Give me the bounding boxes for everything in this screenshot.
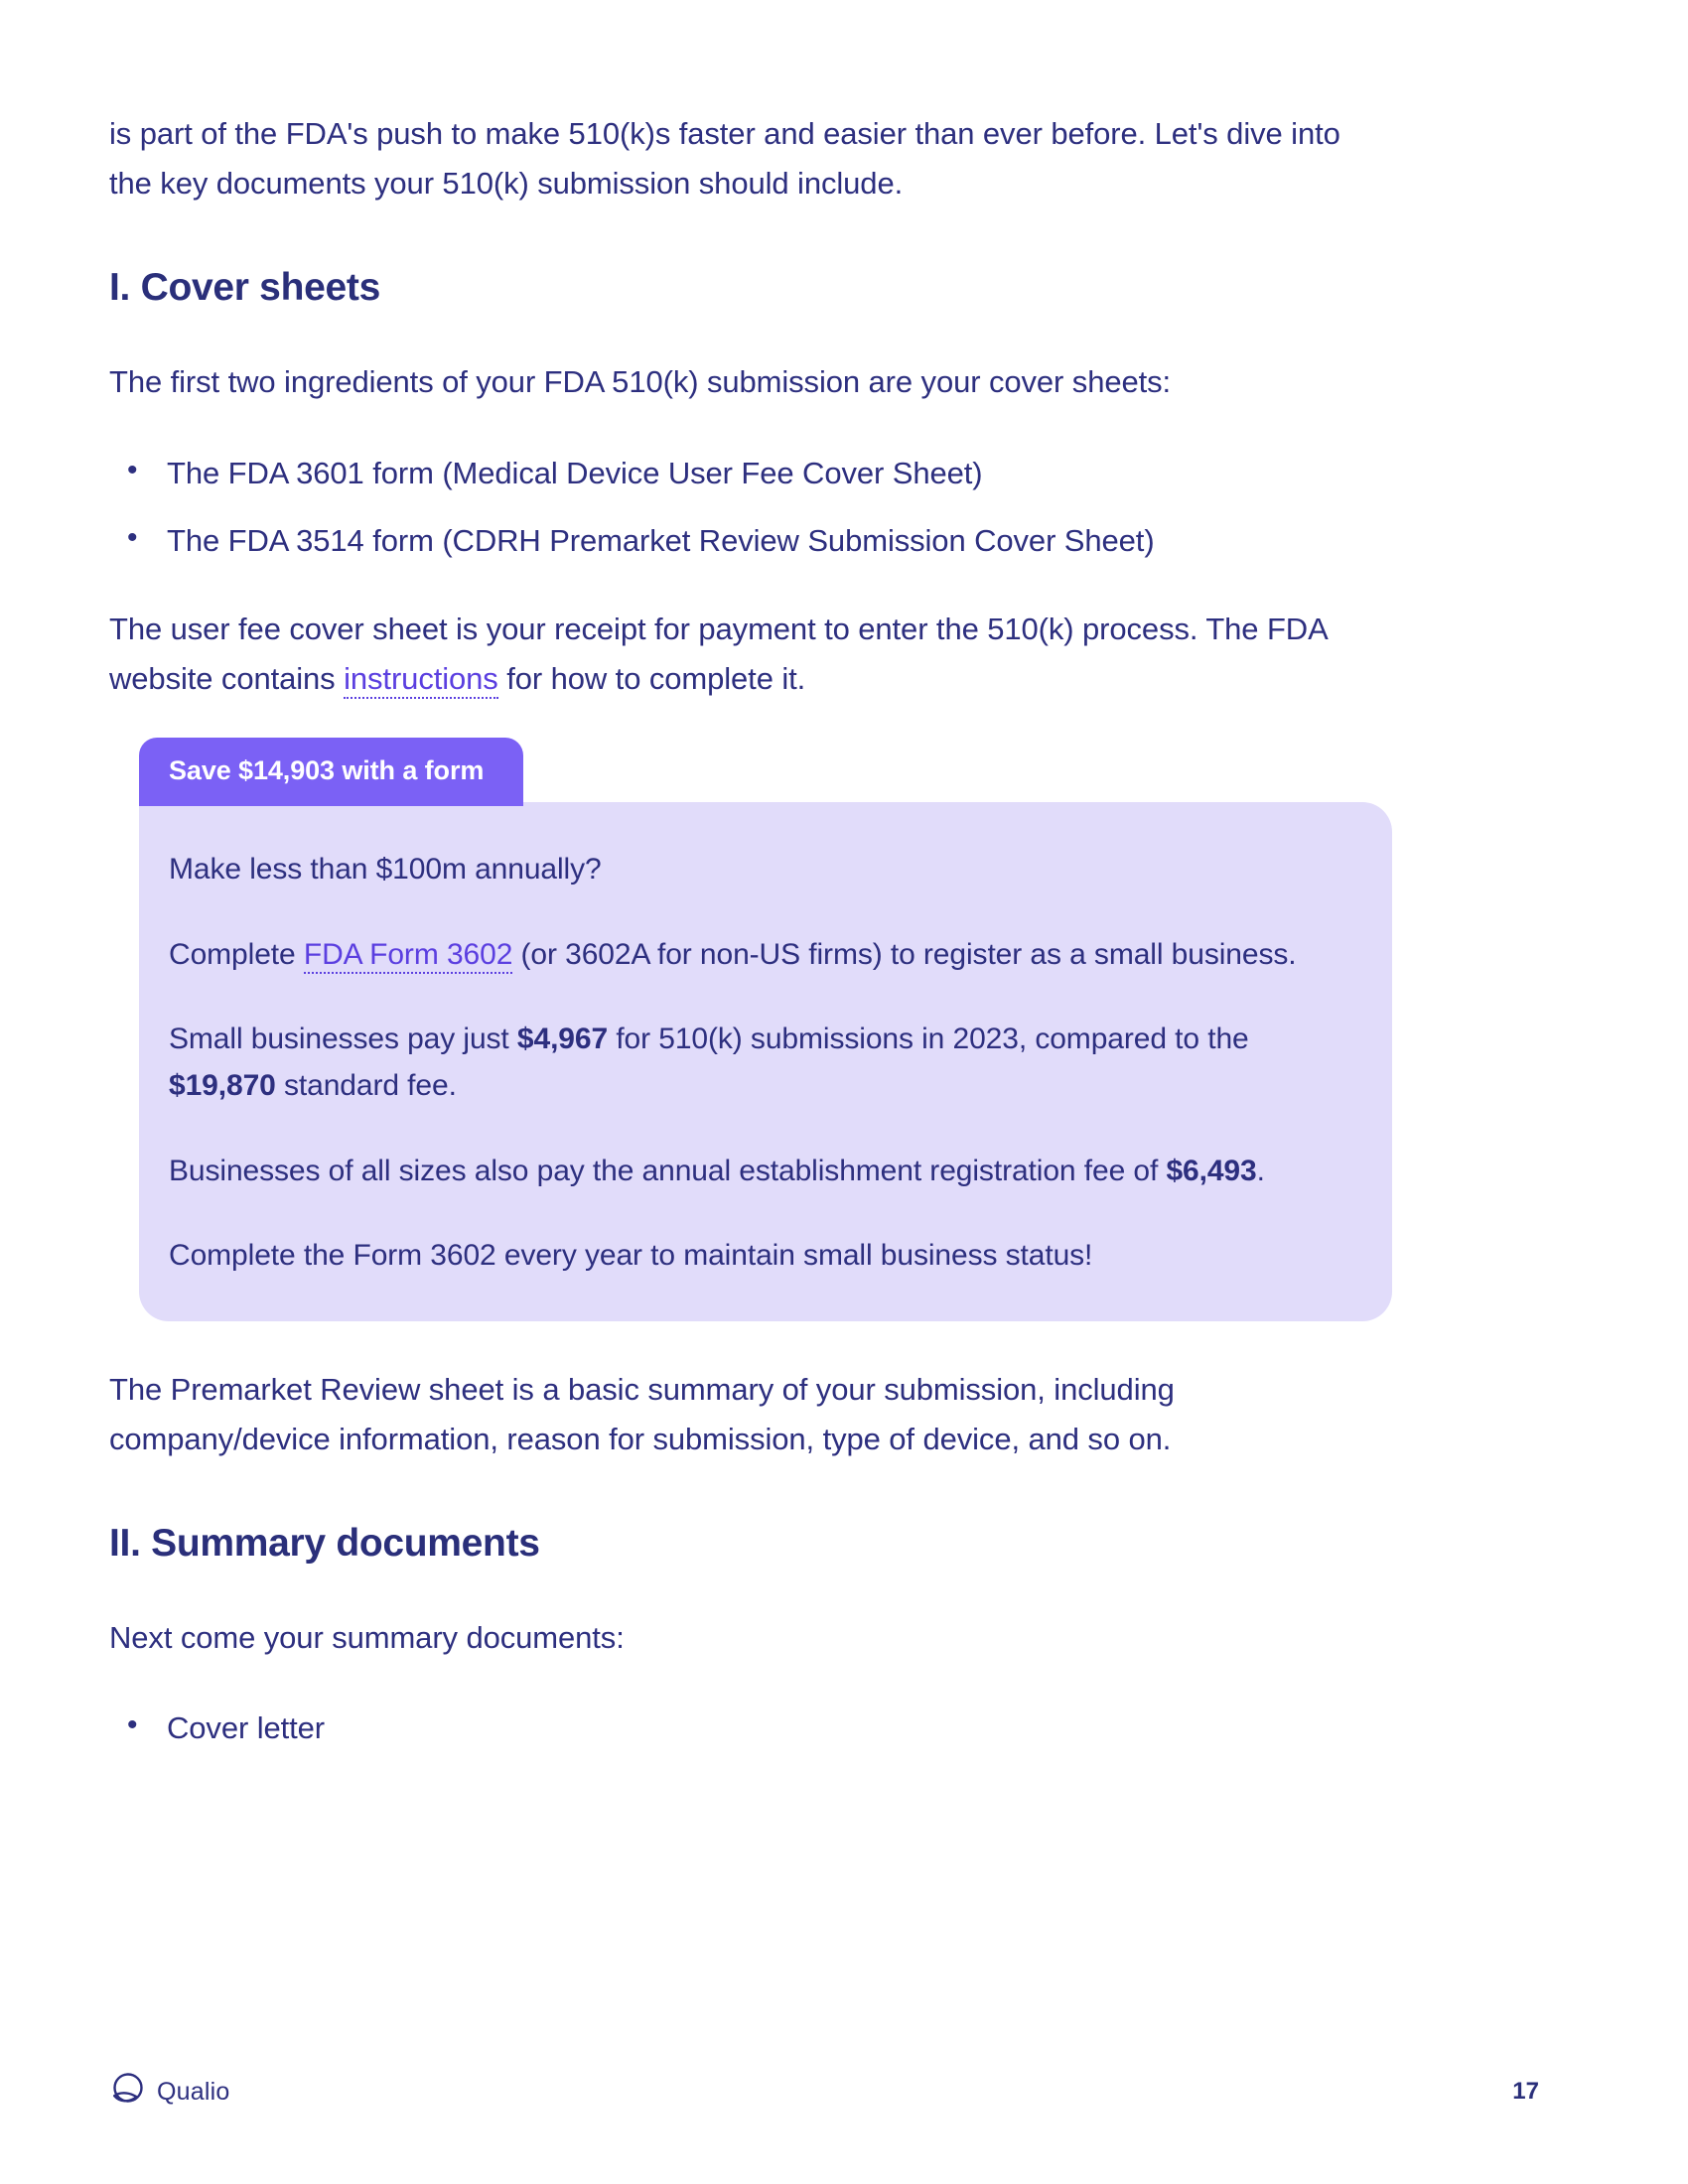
section-heading-cover-sheets: I. Cover sheets — [109, 266, 380, 310]
qualio-logo-icon — [109, 2072, 145, 2113]
callout-p2-before-link: Complete — [169, 937, 304, 971]
summary-documents-bullet-list — [109, 1705, 1390, 1752]
page-number: 17 — [1512, 2078, 1539, 2105]
registration-fee-amount: $6,493 — [1166, 1154, 1257, 1187]
small-business-fee-amount: $4,967 — [516, 1022, 609, 1055]
callout-p3-a: Small businesses pay just — [169, 1022, 517, 1055]
callout-p4-a: Businesses of all sizes also pay the annual establishment registration fee of — [169, 1154, 1167, 1187]
callout-paragraph-registration-fee — [169, 1148, 1336, 1194]
standard-fee-amount: $19,870 — [169, 1069, 276, 1103]
callout-paragraph-annual-renewal: Complete the Form 3602 every year to maintain small business status! — [169, 1239, 1093, 1273]
user-fee-text-part1: The user fee cover sheet is your receipt for payment to enter the 510(k) process. The FDA website contains — [109, 611, 1327, 696]
cover-sheets-bullet-list — [109, 450, 1390, 565]
page-content — [109, 109, 1390, 1752]
callout-paragraph-revenue-question: Make less than $100m annually? — [169, 853, 602, 887]
cover-sheets-lead-paragraph: The first two ingredients of your FDA 510(k) submission are your cover sheets: — [109, 364, 1172, 400]
callout-body — [139, 802, 1392, 1320]
instructions-link[interactable]: instructions — [344, 661, 498, 699]
premarket-review-paragraph: The Premarket Review sheet is a basic summary of your submission, including company/device information, reason for submission, type of device, and so on. — [109, 1371, 1175, 1456]
callout-paragraph-form-3602 — [169, 931, 1336, 978]
callout-p3-b: for 510(k) submissions in 2023, compared to the — [608, 1022, 1249, 1055]
callout-paragraph-small-business-fee — [169, 1016, 1336, 1110]
callout-p2-after-link: (or 3602A for non-US firms) to register as a small business. — [512, 937, 1297, 971]
user-fee-paragraph — [109, 605, 1390, 704]
callout-p3-c: standard fee. — [275, 1069, 457, 1103]
list-item: • The FDA 3601 form (Medical Device User Fee Cover Sheet) — [109, 450, 1390, 497]
summary-documents-lead-paragraph: Next come your summary documents: — [109, 1619, 625, 1655]
save-with-form-callout — [139, 738, 1392, 1320]
callout-p4-b: . — [1256, 1154, 1265, 1187]
list-item: • Cover letter — [109, 1705, 1390, 1752]
callout-tab-label: Save $14,903 with a form — [139, 738, 523, 806]
user-fee-text-part2: for how to complete it. — [497, 660, 806, 696]
fda-form-3602-link[interactable]: FDA Form 3602 — [304, 938, 512, 974]
brand-logo — [109, 2072, 229, 2113]
list-item: • The FDA 3514 form (CDRH Premarket Review Submission Cover Sheet) — [109, 517, 1390, 565]
intro-paragraph: is part of the FDA's push to make 510(k)s faster and easier than ever before. Let's dive into the key documents your 510(k) submission should include. — [109, 116, 1340, 202]
page-footer — [109, 2067, 1539, 2116]
brand-name-label: Qualio — [157, 2077, 230, 2106]
section-heading-summary-documents: II. Summary documents — [109, 1521, 540, 1565]
